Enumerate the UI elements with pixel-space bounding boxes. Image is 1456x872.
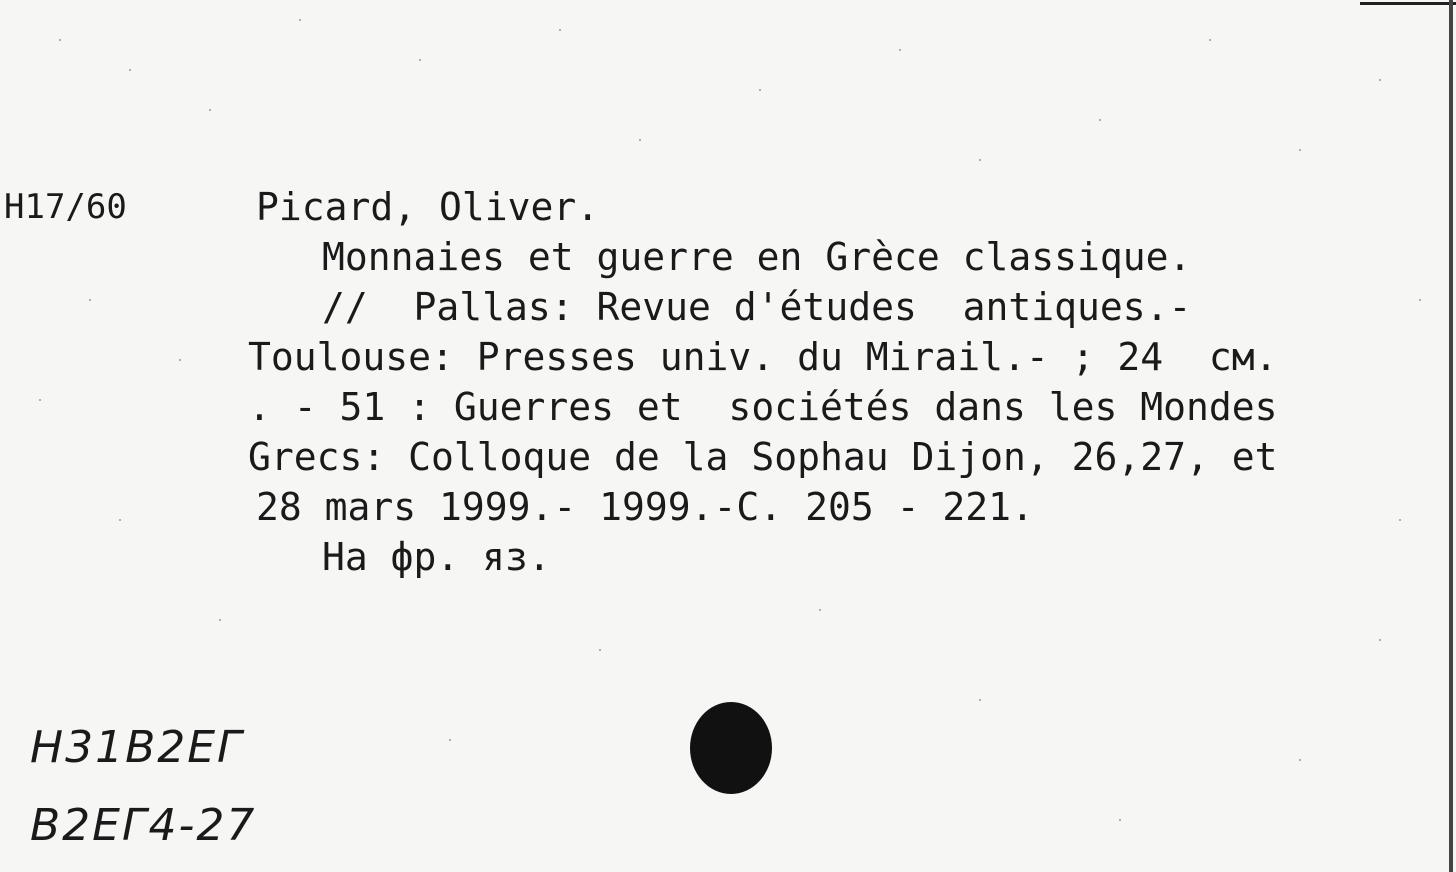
handwritten-classification: Н31В2ЕГ [30,722,244,773]
colloquium-line: Grecs: Colloque de la Sophau Dijon, 26,27, et [248,435,1278,479]
date-pages-line: 28 mars 1999.- 1999.-C. 205 - 221. [256,485,1034,529]
publisher-line: Toulouse: Presses univ. du Mirail.- ; 24 см. [248,335,1278,379]
language-note: На фр. яз. [322,535,551,579]
punch-hole [690,702,772,794]
author-line: Picard, Oliver. [256,185,600,229]
source-line: // Pallas: Revue d'études antiques.- [322,285,1192,329]
call-number: H17/60 [4,187,127,227]
handwritten-index: В2ЕГ4-27 [30,800,257,851]
title-line: Monnaies et guerre en Grèce classique. [322,235,1192,279]
series-line: . - 51 : Guerres et sociétés dans les Mondes [248,385,1278,429]
